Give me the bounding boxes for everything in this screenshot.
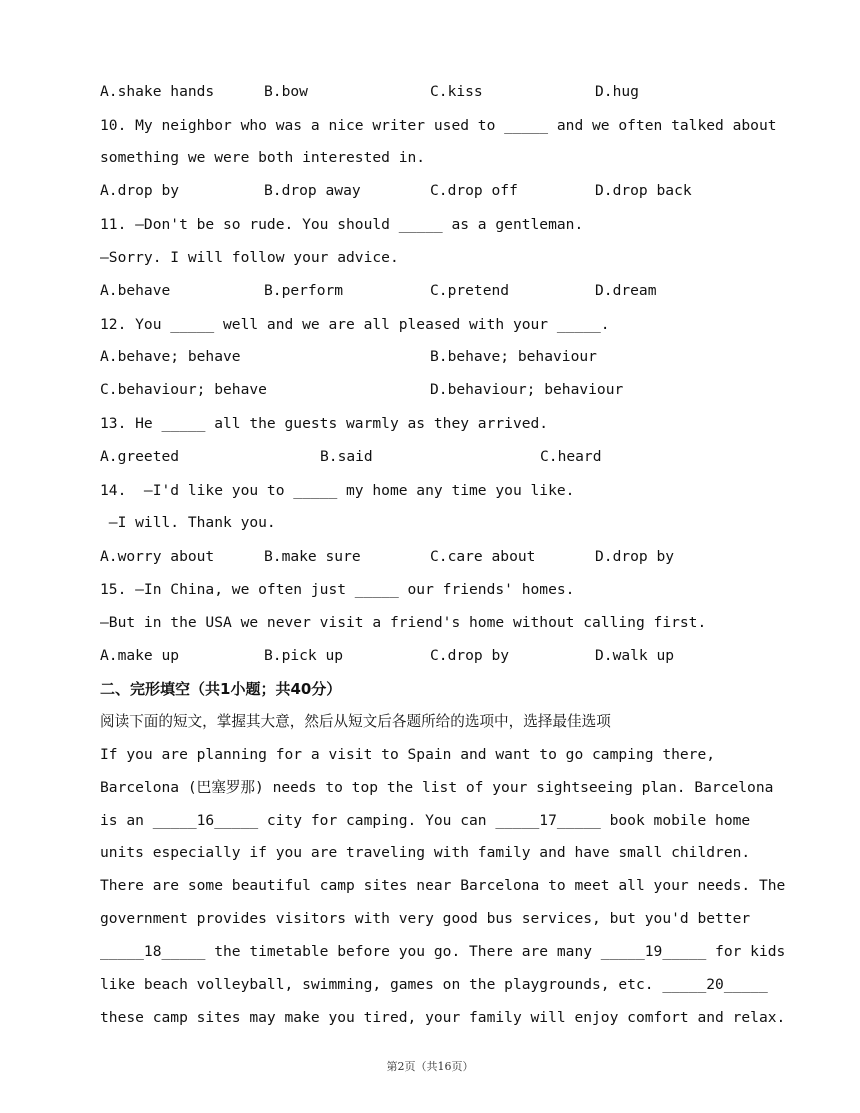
option-b: B.said xyxy=(320,448,373,465)
option-c: C.behaviour; behave xyxy=(100,381,267,398)
option-b: B.behave; behaviour xyxy=(430,348,597,365)
option-a: A.behave; behave xyxy=(100,348,241,365)
option-b: B.make sure xyxy=(264,548,361,565)
option-c: C.care about xyxy=(430,548,536,565)
option-b: B.perform xyxy=(264,282,344,299)
option-c: C.heard xyxy=(540,448,602,465)
passage-line: government provides visitors with very good bus services, but you'd better xyxy=(100,910,751,927)
section-heading: 二、完形填空（共1小题；共40分） xyxy=(100,680,342,698)
passage-line: There are some beautiful camp sites near Barcelona to meet all your needs. The xyxy=(100,877,786,894)
option-a: A.shake hands xyxy=(100,83,215,100)
question-10-line-1: 10. My neighbor who was a nice writer used to _____ and we often talked about xyxy=(100,117,777,134)
option-d: D.behaviour; behaviour xyxy=(430,381,624,398)
option-d: D.walk up xyxy=(595,647,675,664)
question-11-line-2: —Sorry. I will follow your advice. xyxy=(100,249,399,266)
question-13-line-1: 13. He _____ all the guests warmly as they arrived. xyxy=(100,415,549,432)
page-footer: 第2页（共16页） xyxy=(386,1060,474,1073)
passage-line: If you are planning for a visit to Spain and want to go camping there, xyxy=(100,746,716,763)
question-14-line-1: 14. —I'd like you to _____ my home any time you like. xyxy=(100,482,575,499)
passage-line: units especially if you are traveling with family and have small children. xyxy=(100,844,751,861)
option-b: B.pick up xyxy=(264,647,344,664)
question-15-line-2: —But in the USA we never visit a friend's home without calling first. xyxy=(100,614,707,631)
option-c: C.kiss xyxy=(430,83,483,100)
option-d: D.hug xyxy=(595,83,639,100)
option-b: B.drop away xyxy=(264,182,361,199)
option-a: A.drop by xyxy=(100,182,180,199)
section-instruction: 阅读下面的短文，掌握其大意，然后从短文后各题所给的选项中，选择最佳选项 xyxy=(100,713,611,730)
passage-line: these camp sites may make you tired, your family will enjoy comfort and relax. xyxy=(100,1009,786,1026)
option-a: A.make up xyxy=(100,647,180,664)
option-d: D.dream xyxy=(595,282,657,299)
option-a: A.greeted xyxy=(100,448,180,465)
passage-line: Barcelona (巴塞罗那) needs to top the list of your sightseeing plan. Barcelona xyxy=(100,779,774,796)
option-c: C.drop off xyxy=(430,182,518,199)
option-b: B.bow xyxy=(264,83,308,100)
option-a: A.worry about xyxy=(100,548,215,565)
passage-line: _____18_____ the timetable before you go. There are many _____19_____ for kids xyxy=(100,943,786,960)
question-14-line-2: —I will. Thank you. xyxy=(100,514,276,531)
option-a: A.behave xyxy=(100,282,171,299)
option-d: D.drop back xyxy=(595,182,692,199)
option-c: C.drop by xyxy=(430,647,510,664)
passage-line: is an _____16_____ city for camping. You can _____17_____ book mobile home xyxy=(100,812,751,829)
question-15-line-1: 15. —In China, we often just _____ our friends' homes. xyxy=(100,581,575,598)
question-12-line-1: 12. You _____ well and we are all pleased with your _____. xyxy=(100,316,610,333)
question-10-line-2: something we were both interested in. xyxy=(100,149,426,166)
question-11-line-1: 11. —Don't be so rude. You should _____ as a gentleman. xyxy=(100,216,584,233)
passage-line: like beach volleyball, swimming, games on the playgrounds, etc. _____20_____ xyxy=(100,976,768,993)
option-d: D.drop by xyxy=(595,548,675,565)
option-c: C.pretend xyxy=(430,282,510,299)
